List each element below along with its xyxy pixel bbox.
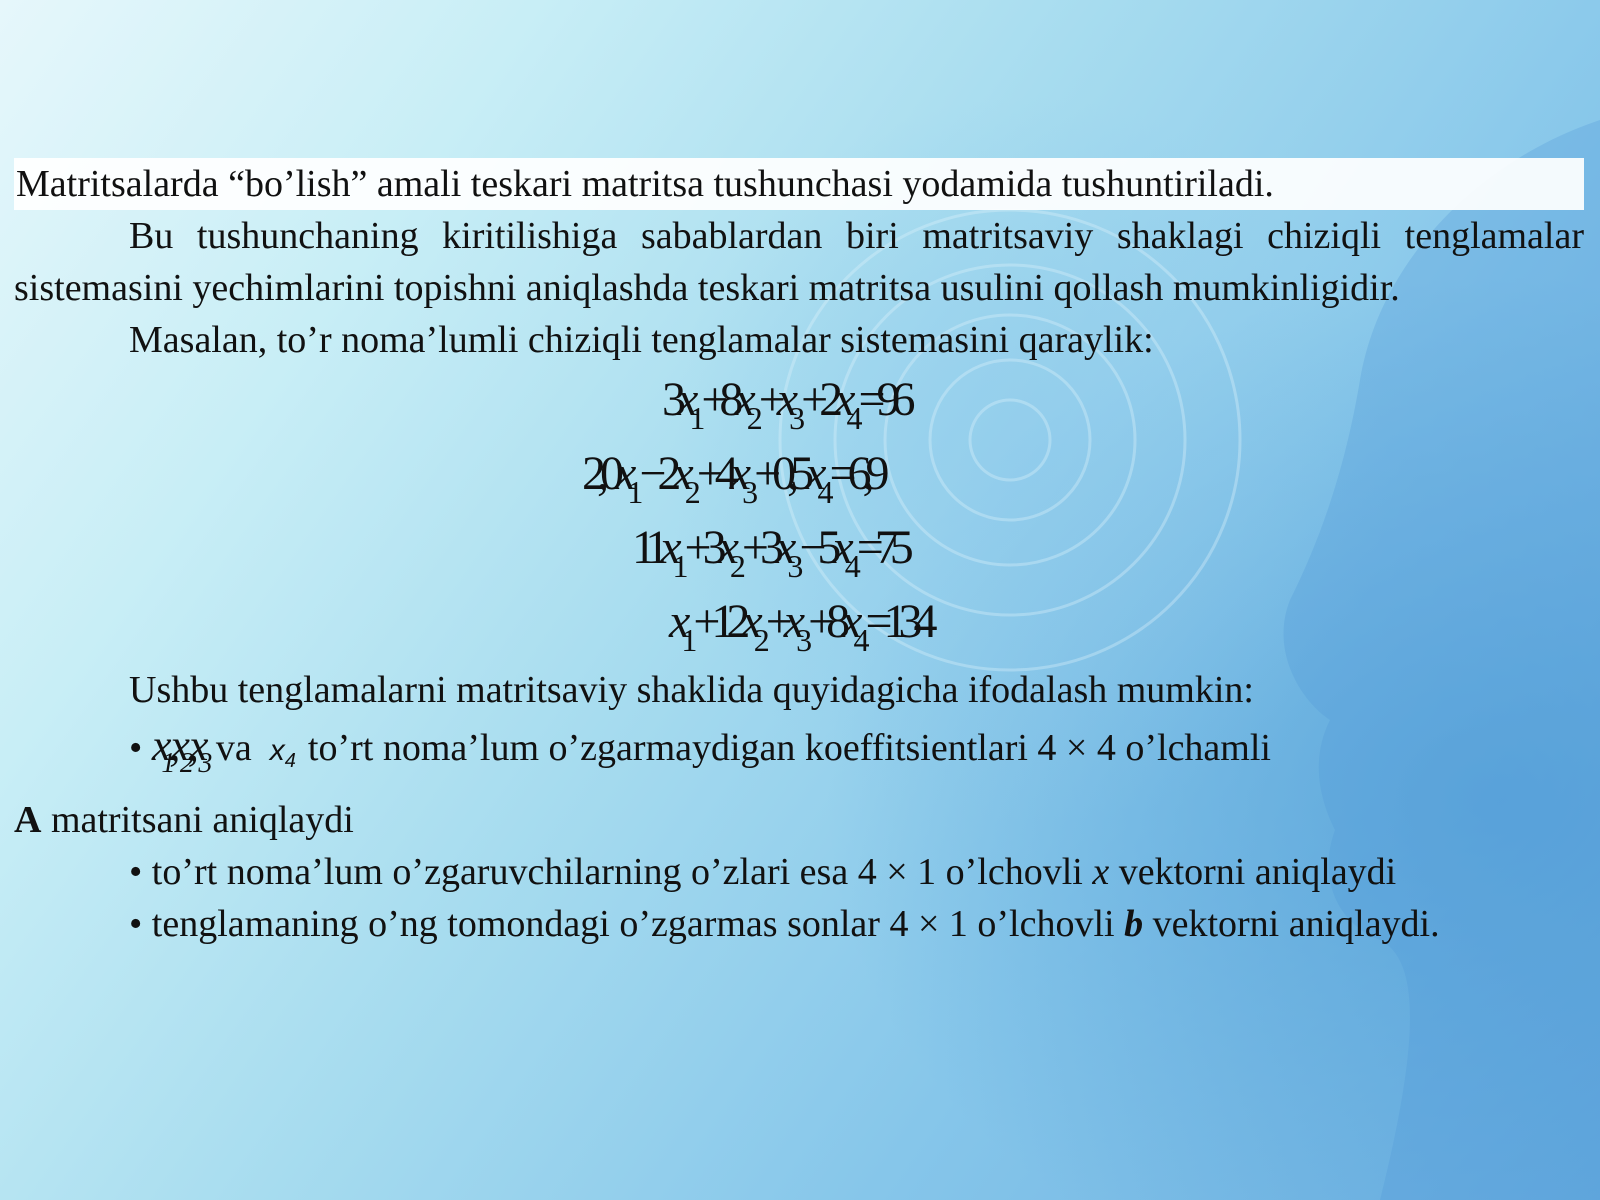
bullet-dot: • xyxy=(129,727,152,769)
b-vector-label: b xyxy=(1124,903,1144,945)
slide-content xyxy=(14,158,1584,950)
equation-2: $2,0x_1-2x_2+4x_3+0,5x_4=6,9$ xyxy=(582,447,881,510)
variables-x1-x3: $x_1,x_2,x_3$ xyxy=(151,721,207,779)
matrix-a-label: A xyxy=(14,799,42,841)
equation-4: $x_1+12x_2+x_3+8x_4=134$ xyxy=(669,595,929,658)
bullet-coefficients-text: to’rt noma’lum o’zgarmaydigan koeffitsientlari 4 × 4 o’lchamli xyxy=(307,727,1271,769)
paragraph-example: Masalan, to’r noma’lumli chiziqli tenglamalar sistemasini qaraylik: xyxy=(129,319,1154,361)
equation-system xyxy=(14,366,1584,664)
bullet-coefficients-continuation: A matritsani aniqlaydi xyxy=(14,799,354,841)
bullet-b-vector: • tenglamaning o’ng tomondagi o’zgarmas sonlar 4 × 1 o’lchovli b vektorni aniqlaydi. xyxy=(129,903,1440,945)
paragraph-matrix-form: Ushbu tenglamalarni matritsaviy shaklida quyidagicha ifodalash mumkin: xyxy=(129,669,1254,711)
variable-x4: $x_4$ xyxy=(269,734,296,772)
bullet-coefficients xyxy=(14,716,1584,794)
slide-title: Matritsalarda “bo’lish” amali teskari matritsa tushunchasi yodamida tushuntiriladi. xyxy=(14,158,1584,210)
bullet-x-vector: • to’rt noma’lum o’zgaruvchilarning o’zlari esa 4 × 1 o’lchovli x vektorni aniqlaydi xyxy=(129,851,1397,893)
bullet-va: va xyxy=(215,727,252,769)
equation-1: $3x_1+8x_2+x_3+2x_4=96$ xyxy=(662,373,907,436)
paragraph-intro: Bu tushunchaning kiritilishiga sabablardan biri matritsaviy shaklagi chiziqli tenglamalar sistemasini yechimlarini topishni aniqlashda teskari matritsa usulini qollash mumkinligidir. xyxy=(14,215,1584,309)
equation-3: $11x_1+3x_2+3x_3-5x_4=75$ xyxy=(632,521,905,584)
x-vector-label: x xyxy=(1092,851,1110,893)
